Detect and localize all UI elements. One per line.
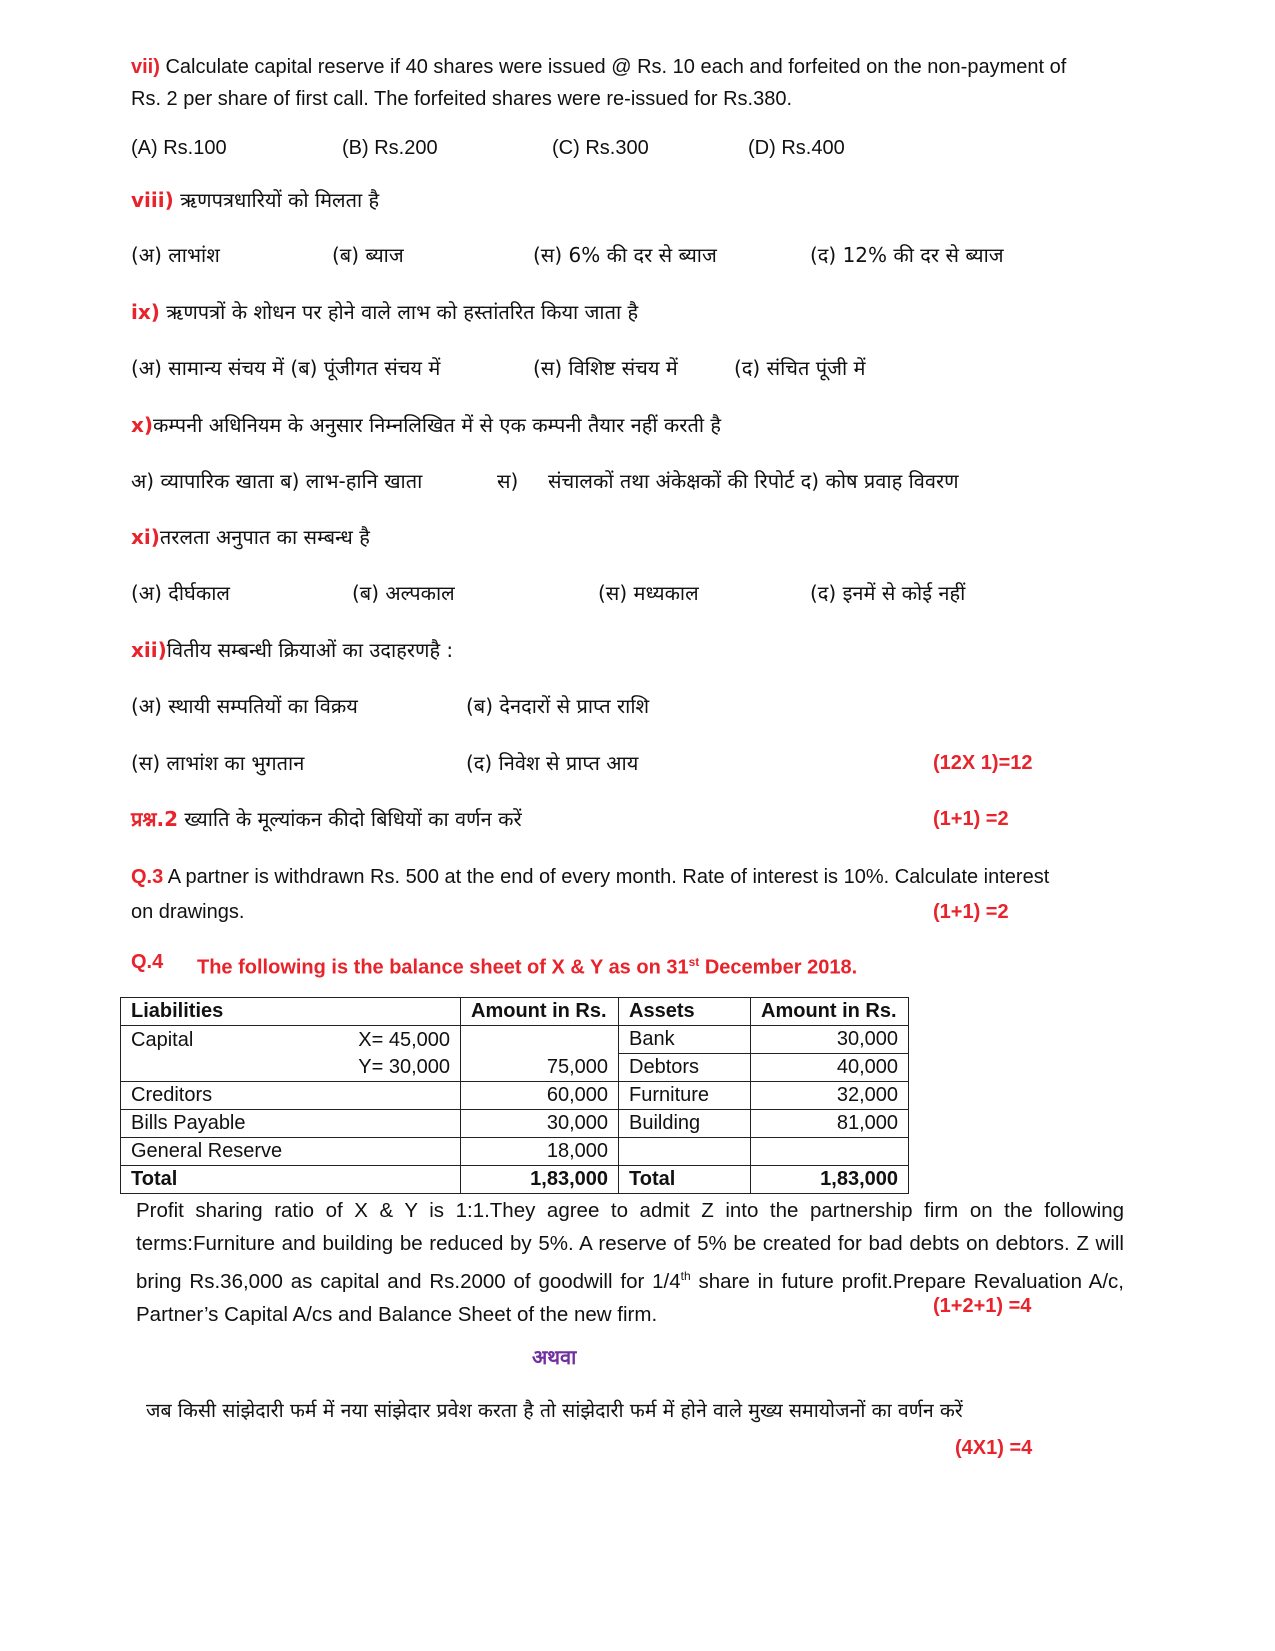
option-c: (स) 6% की दर से ब्याज	[533, 243, 717, 267]
option-a: (अ) दीर्घकाल	[131, 581, 230, 605]
amount-cell	[461, 1026, 619, 1054]
heading-superscript: st	[688, 955, 700, 969]
option-b: (ब) अल्पकाल	[352, 581, 455, 605]
capital-y: Y= 30,000	[358, 1056, 450, 1078]
option-a-b: अ) व्यापारिक खाता ब) लाभ-हानि खाता	[131, 469, 423, 493]
table-header-row	[121, 998, 909, 1026]
option-d: (द) संचित पूंजी में	[734, 356, 866, 380]
question-text: तरलता अनुपात का सम्बन्ध है	[159, 525, 370, 549]
question-number: Q.3	[131, 866, 164, 888]
question-text: ख्याति के मूल्यांकन कीदो बिधियों का वर्णन करें	[184, 807, 522, 831]
asset-amount-cell: 30,000	[751, 1026, 909, 1054]
option-b: (ब) देनदारों से प्राप्त राशि	[466, 694, 650, 718]
option-d: (द) 12% की दर से ब्याज	[810, 243, 1004, 267]
header-amount: Amount in Rs.	[461, 998, 619, 1026]
table-row	[121, 1110, 909, 1138]
or-question: जब किसी सांझेदारी फर्म में नया सांझेदार प्रवेश करता है तो सांझेदारी फर्म में होने वाले मुख्य समायोजनों का वर्णन करें	[146, 1399, 963, 1422]
option-a: (A) Rs.100	[131, 137, 227, 159]
amount-cell: 75,000	[461, 1054, 619, 1082]
question-text: ऋणपत्रों के शोधन पर होने वाले लाभ को हस्तांतरित किया जाता है	[166, 300, 639, 324]
question-text: वितीय सम्बन्धी क्रियाओं का उदाहरणहै :	[166, 638, 454, 662]
option-c: (स) विशिष्ट संचय में	[533, 356, 678, 380]
asset-amount-cell: 40,000	[751, 1054, 909, 1082]
question-number: प्रश्न.2	[131, 807, 179, 831]
liability-cell: Bills Payable	[121, 1110, 461, 1138]
amount-cell: 30,000	[461, 1110, 619, 1138]
question-number: xii)	[131, 638, 167, 662]
liability-cell: General Reserve	[121, 1138, 461, 1166]
total-assets: 1,83,000	[751, 1166, 909, 1194]
option-a: (अ) स्थायी सम्पतियों का विक्रय	[131, 694, 358, 718]
option-c: (स) लाभांश का भुगतान	[131, 751, 305, 775]
option-b: (ब) ब्याज	[332, 243, 404, 267]
heading-text-end: December 2018.	[699, 956, 858, 979]
question-number: ix)	[131, 300, 160, 324]
question-3-line2: on drawings.	[131, 901, 245, 923]
question-ix	[131, 295, 638, 329]
table-total-row	[121, 1166, 909, 1194]
question-number: x)	[131, 413, 154, 437]
question-viii	[131, 183, 379, 217]
question-3-line1	[131, 860, 1049, 894]
marks: (4X1) =4	[955, 1437, 1033, 1459]
capital-y-cell	[121, 1054, 461, 1082]
option-a: (अ) लाभांश	[131, 243, 220, 267]
table-row	[121, 1026, 909, 1054]
question-vii-line2: Rs. 2 per share of first call. The forfeited shares were re-issued for Rs.380.	[131, 88, 793, 110]
question-2	[131, 802, 522, 836]
question-number: vii)	[131, 56, 160, 78]
question-xii	[131, 633, 453, 667]
question-x	[131, 408, 721, 442]
total-assets-label: Total	[619, 1166, 751, 1194]
paragraph-text: Profit sharing ratio of X & Y is 1:1.They agree to admit Z into the partnership firm on the following terms:Furniture and building be reduced by 5%. A reserve of 5% be created for bad debts on debtors. Z will bring Rs.36,000 as capital and Rs.2000 of goodwill for 1/4	[136, 1199, 1124, 1293]
option-d: (द) इनमें से कोई नहीं	[810, 581, 966, 605]
question-number: xi)	[131, 525, 160, 549]
option-b: (B) Rs.200	[342, 137, 438, 159]
question-number: viii)	[131, 188, 174, 212]
asset-amount-cell: 32,000	[751, 1082, 909, 1110]
question-xi	[131, 520, 370, 554]
question-text: कम्पनी अधिनियम के अनुसार निम्नलिखित में से एक कम्पनी तैयार नहीं करती है	[153, 413, 722, 437]
capital-x: X= 45,000	[358, 1028, 450, 1051]
amount-cell: 18,000	[461, 1138, 619, 1166]
question-vii-line1	[131, 50, 1066, 84]
asset-cell: Bank	[619, 1026, 751, 1054]
header-liabilities: Liabilities	[121, 998, 461, 1026]
asset-cell: Debtors	[619, 1054, 751, 1082]
capital-label: Capital	[131, 1028, 194, 1051]
option-c: (स) मध्यकाल	[598, 581, 699, 605]
header-assets: Assets	[619, 998, 751, 1026]
option-c: (C) Rs.300	[552, 137, 649, 159]
table-row	[121, 1138, 909, 1166]
paragraph-superscript: th	[680, 1269, 691, 1283]
option-a-b: (अ) सामान्य संचय में (ब) पूंजीगत संचय में	[131, 356, 441, 380]
option-d: (D) Rs.400	[748, 137, 845, 159]
heading-text: The following is the balance sheet of X & Y as on 31	[197, 956, 689, 979]
header-amount: Amount in Rs.	[751, 998, 909, 1026]
question-4-heading	[197, 945, 857, 985]
capital-cell	[121, 1026, 461, 1054]
question-4-number: Q.4	[131, 951, 164, 973]
marks: (1+2+1) =4	[933, 1295, 1032, 1317]
option-c: स)	[497, 469, 519, 493]
question-text: Calculate capital reserve if 40 shares were issued @ Rs. 10 each and forfeited on the non-payment of	[165, 56, 1067, 78]
option-d: (द) निवेश से प्राप्त आय	[466, 751, 639, 775]
asset-cell	[619, 1138, 751, 1166]
balance-sheet-table	[120, 997, 909, 1194]
amount-cell: 60,000	[461, 1082, 619, 1110]
asset-amount-cell: 81,000	[751, 1110, 909, 1138]
question-text: ऋणपत्रधारियों को मिलता है	[180, 188, 380, 212]
option-c-d: संचालकों तथा अंकेक्षकों की रिपोर्ट द) कोष प्रवाह विवरण	[548, 469, 959, 493]
marks: (12X 1)=12	[933, 752, 1033, 774]
marks: (1+1) =2	[933, 808, 1009, 830]
or-label: अथवा	[532, 1345, 577, 1369]
liability-cell: Creditors	[121, 1082, 461, 1110]
table-row	[121, 1082, 909, 1110]
paragraph-text-end: share in future profit.Prepare Revaluation A/c, Partner’s Capital A/cs and Balance Sheet of the new firm.	[136, 1269, 1124, 1326]
asset-cell: Furniture	[619, 1082, 751, 1110]
asset-amount-cell	[751, 1138, 909, 1166]
asset-cell: Building	[619, 1110, 751, 1138]
table-row	[121, 1054, 909, 1082]
marks: (1+1) =2	[933, 901, 1009, 923]
total-label: Total	[121, 1166, 461, 1194]
question-text: A partner is withdrawn Rs. 500 at the end of every month. Rate of interest is 10%. Calculate interest	[167, 866, 1050, 888]
total-liabilities: 1,83,000	[461, 1166, 619, 1194]
